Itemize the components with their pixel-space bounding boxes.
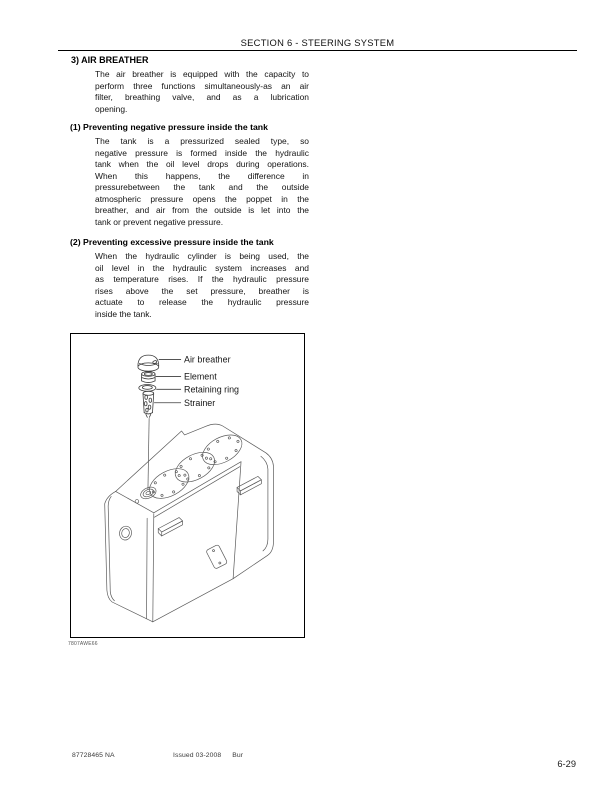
text-line: When this happens, the difference in xyxy=(95,170,309,181)
strainer-to-tank-line xyxy=(148,418,149,490)
subsection-2-paragraph xyxy=(95,251,309,320)
subsection-1-paragraph xyxy=(95,136,309,228)
exploded-parts xyxy=(138,355,159,417)
text-line: The tank is a pressurized sealed type, so xyxy=(95,136,309,146)
hydraulic-tank-drawing xyxy=(71,334,304,637)
footer-doc-number: 87728465 NA xyxy=(72,752,115,759)
breather-port xyxy=(139,485,158,501)
tank-cover-2 xyxy=(170,446,219,488)
page-number: 6-29 xyxy=(557,759,576,769)
label-air-breather: Air breather xyxy=(184,354,231,365)
handle-bracket-front xyxy=(158,518,182,536)
subsection-1-heading: (1) Preventing negative pressure inside the tank xyxy=(70,122,268,132)
air-breather-figure xyxy=(70,333,305,638)
text-line: pressurebetween the tank and the outside xyxy=(95,182,309,192)
subsection-2-heading: (2) Preventing excessive pressure inside the tank xyxy=(70,237,274,247)
handle-bracket-right xyxy=(237,476,261,494)
text-line: When the hydraulic cylinder is being used, the xyxy=(95,251,309,261)
label-retaining-ring: Retaining ring xyxy=(184,384,239,395)
figure-code: 7807AWE66 xyxy=(68,641,98,647)
front-plate xyxy=(206,544,228,569)
text-line: as temperature rises. If the hydraulic pressure xyxy=(95,274,309,284)
strainer-part xyxy=(143,391,154,417)
tank-cover-3 xyxy=(198,429,247,471)
text-line: filter, breathing valve, and as a lubrication xyxy=(95,92,309,102)
text-line: tank when the oil level drops during operations. xyxy=(95,159,309,169)
element-part xyxy=(142,372,155,383)
bolt-dot xyxy=(135,500,139,504)
text-line: rises above the set pressure, breather is xyxy=(95,285,309,296)
text-line: actuate to release the hydraulic pressure xyxy=(95,297,309,307)
text-line: perform three functions simultaneously-as an air xyxy=(95,80,309,91)
text-line: negative pressure is formed inside the hydraulic xyxy=(95,147,309,158)
intro-paragraph xyxy=(95,69,309,115)
tank-body xyxy=(105,424,274,622)
text-line: The air breather is equipped with the capacity to xyxy=(95,69,309,79)
text-line: inside the tank. xyxy=(95,308,152,319)
label-element: Element xyxy=(184,371,217,382)
label-strainer: Strainer xyxy=(184,397,216,408)
retaining-ring-part xyxy=(139,384,156,391)
header-rule xyxy=(58,50,577,51)
footer-revision: Bur xyxy=(232,752,244,759)
topic-heading: 3) AIR BREATHER xyxy=(71,55,149,65)
text-line: atmospheric pressure opens the poppet in the xyxy=(95,193,309,204)
text-line: tank or prevent negative pressure. xyxy=(95,216,224,227)
left-face-port xyxy=(118,525,133,541)
footer-issued-date: Issued 03-2008 xyxy=(173,752,222,759)
text-line: opening. xyxy=(95,103,128,114)
section-header: SECTION 6 - STEERING SYSTEM xyxy=(240,37,395,48)
footer-issued xyxy=(173,752,243,759)
text-line: breather, and air from the outside is let into the xyxy=(95,205,309,215)
text-line: oil level in the hydraulic system increases and xyxy=(95,262,309,273)
